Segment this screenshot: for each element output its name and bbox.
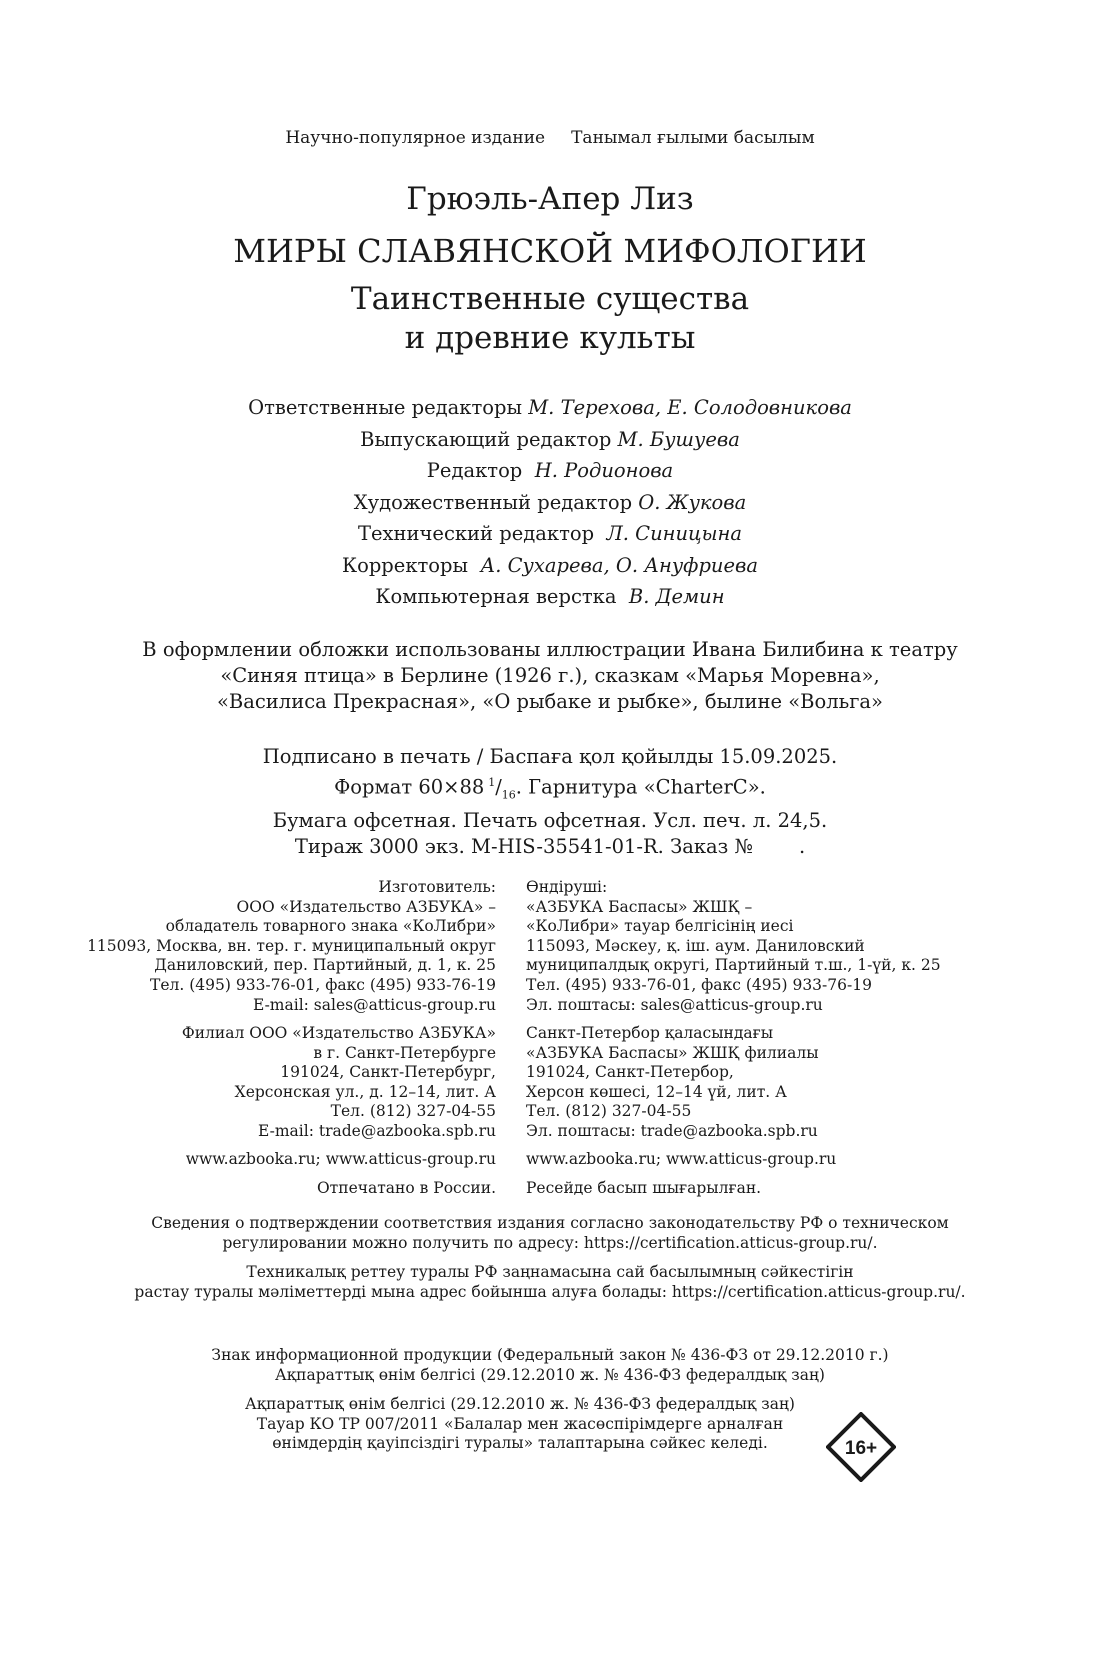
credit-line: Художественный редактор О. Жукова xyxy=(353,490,747,514)
age-rating-text: 16+ xyxy=(844,1438,878,1459)
manufacturer-ru: Изготовитель: ООО «Издательство АЗБУКА» – обладатель товарного знака «КоЛибри» 115093, Москва, вн. тер. г. муниципальный округ Даниловский, пер. Партийный, д. 1, к. 25 Тел. (495) 933-76-01, факс (495) 933-76-19 E-mail: sales@atticus-group.ru xyxy=(87,878,496,1014)
printed-in-kz: Ресейде басып шығарылған. xyxy=(526,1179,762,1197)
credits-list xyxy=(0,392,1100,613)
credit-line: Корректоры А. Сухарева, О. Ануфриева xyxy=(341,553,758,577)
web-links-ru[interactable]: www.azbooka.ru; www.atticus-group.ru xyxy=(185,1150,496,1168)
certification-kz: Техникалық реттеу туралы РФ заңнамасына сай басылымның сәйкестігін растау туралы мәліметтерді мына адрес бойынша алуға болады: https://certification.atticus-group.ru/. xyxy=(134,1263,966,1301)
info-sign-kz: Ақпараттық өнім белгісі (29.12.2010 ж. № 436-ФЗ федералдық заң) Тауар КО ТР 007/2011 «Балалар мен жасөспірімдерге арналған өнімдердің қауіпсіздігі туралы» талаптарына сәйкес келеді. xyxy=(245,1395,795,1453)
credit-line: Технический редактор Л. Синицына xyxy=(357,522,743,545)
branch-ru: Филиал ООО «Издательство АЗБУКА» в г. Санкт-Петербурге 191024, Санкт-Петербург, Херсонская ул., д. 12–14, лит. А Тел. (812) 327-04-55 E-mail: trade@azbooka.spb.ru xyxy=(181,1024,496,1140)
edition-type-ru: Научно-популярное издание xyxy=(285,128,546,148)
edition-type-kz: Танымал ғылыми басылым xyxy=(571,128,815,148)
book-author: Грюэль-Апер Лиз xyxy=(406,181,694,217)
web-links-kz[interactable]: www.azbooka.ru; www.atticus-group.ru xyxy=(526,1150,837,1168)
certification-ru: Сведения о подтверждении соответствия издания согласно законодательству РФ о техническом регулировании можно получить по адресу: https://certification.atticus-group.ru/. xyxy=(151,1214,949,1252)
credit-line: Редактор Н. Родионова xyxy=(426,459,674,482)
branch-kz: Санкт-Петербор қаласындағы «АЗБУКА Баспасы» ЖШҚ филиалы 191024, Санкт-Петербор, Херсон көшесі, 12–14 үй, лит. А Тел. (812) 327-04-55 Эл. поштасы: trade@azbooka.spb.ru xyxy=(526,1024,819,1140)
age-rating-badge xyxy=(826,1412,896,1482)
book-title: МИРЫ СЛАВЯНСКОЙ МИФОЛОГИИ xyxy=(233,232,867,270)
manufacturer-kz: Өндіруші: «АЗБУКА Баспасы» ЖШҚ – «КоЛибри» тауар белгісінің иесі 115093, Мәскеу, қ. іш. аум. Даниловский муниципалдық округі, Партийный т.ш., 1-үй, к. 25 Тел. (495) 933-76-01, факс (495) 933-76-19 Эл. поштасы: sales@atticus-group.ru xyxy=(526,878,941,1014)
info-sign-law: Знак информационной продукции (Федеральный закон № 436-ФЗ от 29.12.2010 г.) Ақпараттық өнім белгісі (29.12.2010 ж. № 436-ФЗ федералдық заң) xyxy=(211,1346,889,1384)
signed-date: Подписано в печать / Баспаға қол қойылды 15.09.2025. xyxy=(262,745,838,768)
printed-in-ru: Отпечатано в России. xyxy=(316,1179,496,1197)
credit-line: Компьютерная верстка В. Демин xyxy=(375,585,725,608)
book-subtitle-line1: Таинственные существа xyxy=(350,281,750,317)
format-line: Формат 60×88 $^1/_{16}$. Гарнитура «CharterC». xyxy=(334,775,766,802)
paper-line: Бумага офсетная. Печать офсетная. Усл. печ. л. 24,5. xyxy=(272,809,828,833)
run-line: Тираж 3000 экз. M-HIS-35541-01-R. Заказ № . xyxy=(294,835,806,859)
credit-line: Ответственные редакторы М. Терехова, Е. Солодовникова xyxy=(248,396,852,419)
credit-line: Выпускающий редактор М. Бушуева xyxy=(360,427,740,451)
edition-type-line xyxy=(0,128,1100,148)
book-subtitle-line2: и древние культы xyxy=(404,320,696,356)
cover-illustration-note: В оформлении обложки использованы иллюстрации Ивана Билибина к театру «Синяя птица» в Берлине (1926 г.), сказкам «Марья Моревна», «Василиса Прекрасная», «О рыбаке и рыбке», былине «Вольга» xyxy=(142,638,958,713)
print-details xyxy=(0,744,1100,860)
